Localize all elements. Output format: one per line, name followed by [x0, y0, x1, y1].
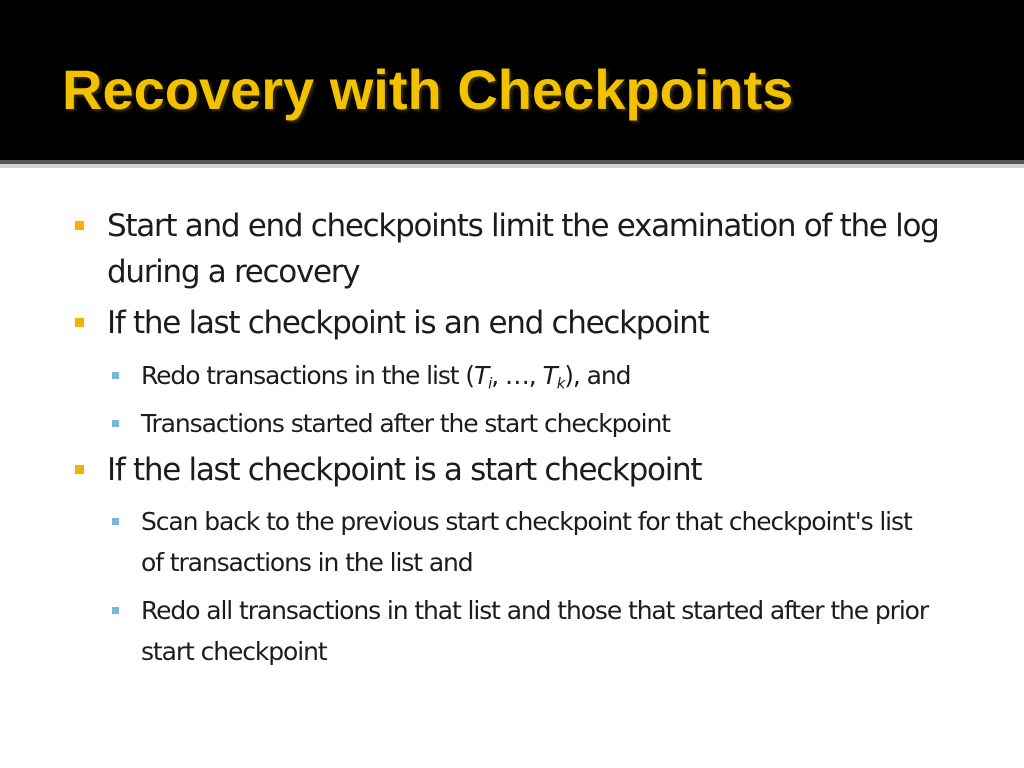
sub-bullet-marker — [112, 518, 119, 525]
bullet-marker — [75, 318, 84, 327]
sub-bullet-redo-list — [141, 355, 931, 396]
redo-suffix: ), and — [564, 361, 631, 390]
sub-bullet-marker — [112, 372, 119, 379]
sub-bullet-scan-back: Scan back to the previous start checkpoint for that checkpoint's list of transactions in the list and — [141, 507, 912, 577]
transaction-start-symbol: $T_i$ — [473, 361, 492, 393]
slide-title: Recovery with Checkpoints — [62, 58, 794, 121]
bullet-marker — [75, 221, 84, 230]
redo-prefix: Redo transactions in the list ( — [141, 361, 474, 390]
bullet-start-end-checkpoints: Start and end checkpoints limit the examination of the log during a recovery — [107, 208, 939, 290]
bullet-start-checkpoint: If the last checkpoint is a start checkpoint — [107, 452, 702, 488]
sub-bullet-started-after: Transactions started after the start checkpoint — [141, 409, 670, 438]
sub-bullet-marker — [112, 607, 119, 614]
bullet-marker — [75, 465, 84, 474]
sub-bullet-marker — [112, 420, 119, 427]
redo-ellipsis: , …, — [491, 361, 543, 390]
sub-bullet-redo-all: Redo all transactions in that list and those that started after the prior start checkpoint — [141, 596, 929, 666]
bullet-end-checkpoint: If the last checkpoint is an end checkpoint — [107, 305, 709, 341]
transaction-end-symbol: $T_k$ — [542, 361, 565, 393]
